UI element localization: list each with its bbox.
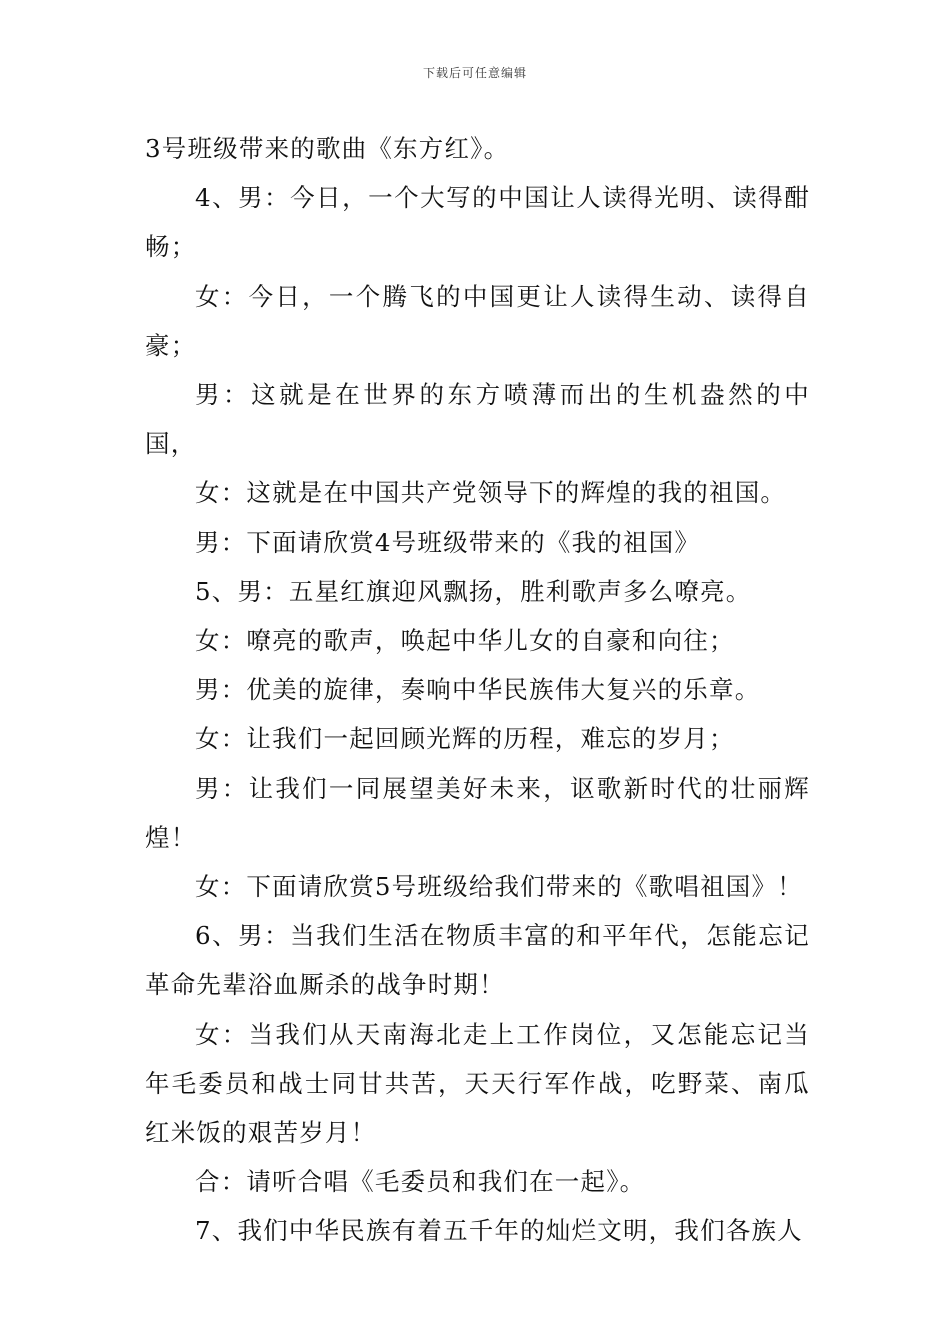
paragraph: 男：这就是在世界的东方喷薄而出的生机盎然的中国， [145,380,810,459]
paragraph: 3号班级带来的歌曲《东方红》。 [145,134,510,163]
paragraph: 男：下面请欣赏4号班级带来的《我的祖国》 [195,527,701,557]
paragraph: 7、我们中华民族有着五千年的灿烂文明，我们各族人 [195,1216,803,1246]
page-header: 下载后可任意编辑 [422,66,527,80]
paragraph: 4、男：今日，一个大写的中国让人读得光明、读得酣畅； [145,183,810,262]
paragraph: 女：让我们一起回顾光辉的历程，难忘的岁月； [195,724,735,754]
paragraph: 女：下面请欣赏5号班级给我们带来的《歌唱祖国》！ [195,872,803,902]
paragraph: 女：嘹亮的歌声，唤起中华儿女的自豪和向往； [195,626,735,656]
paragraph: 男：优美的旋律，奏响中华民族伟大复兴的乐章。 [195,675,761,705]
paragraph: 女：今日，一个腾飞的中国更让人读得生动、读得自豪； [145,281,810,360]
paragraph: 男：让我们一同展望美好未来，讴歌新时代的壮丽辉煌！ [145,773,810,852]
paragraph: 合：请听合唱《毛委员和我们在一起》。 [195,1167,646,1197]
paragraph: 女：当我们从天南海北走上工作岗位，又怎能忘记当年毛委员和战士同甘共苦，天天行军作战，吃野菜、南瓜红米饭的艰苦岁月！ [145,1019,810,1148]
paragraph: 5、男：五星红旗迎风飘扬，胜利歌声多么嘹亮。 [195,576,752,606]
document-body [145,124,810,1256]
paragraph: 6、男：当我们生活在物质丰富的和平年代，怎能忘记革命先辈浴血厮杀的战争时期！ [145,921,810,1000]
paragraph: 女：这就是在中国共产党领导下的辉煌的我的祖国。 [195,478,787,508]
